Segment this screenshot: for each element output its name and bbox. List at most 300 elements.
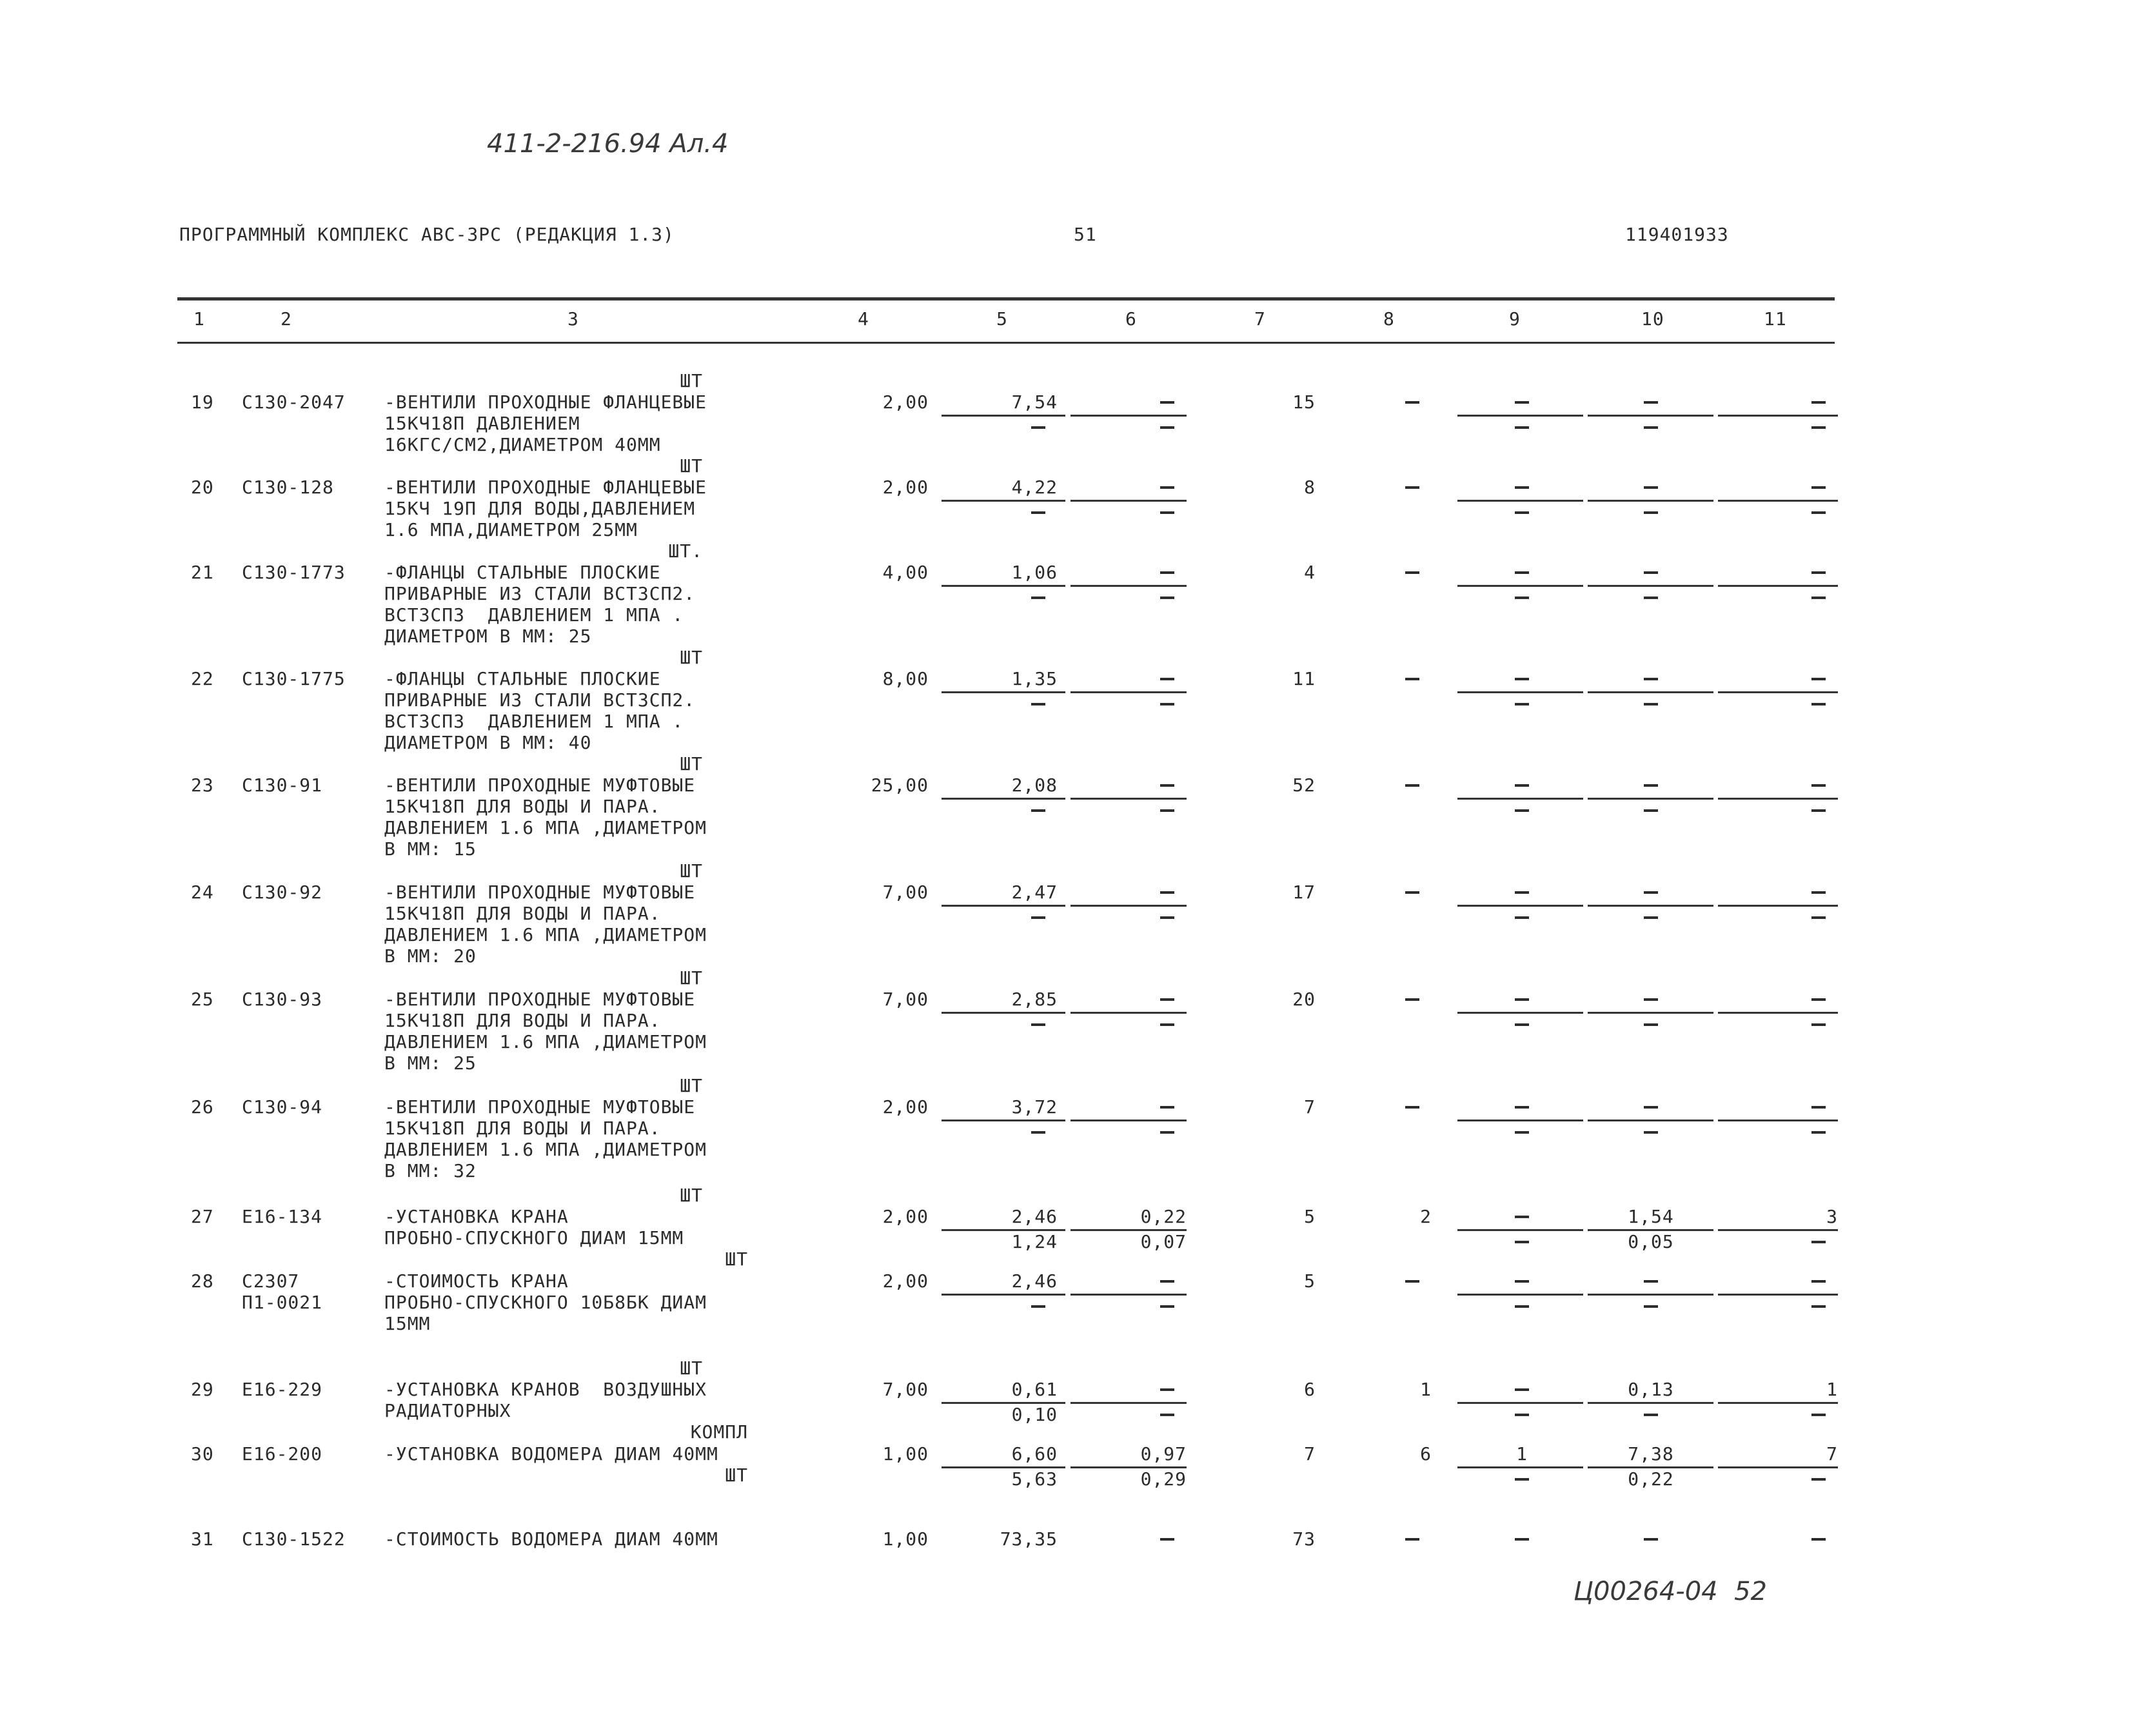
unit-below: КОМПЛ: [690, 1421, 748, 1443]
cell-c9b-dash: [1515, 1023, 1529, 1026]
underline-col10: [1588, 1402, 1713, 1404]
cell-c10-dash: [1644, 401, 1658, 404]
cell-c5: 3,72: [1011, 1096, 1058, 1118]
cell-c5: 7,54: [1011, 391, 1058, 413]
column-header-10: 10: [1641, 308, 1664, 330]
underline-col11: [1718, 1466, 1838, 1468]
cell-c5b-dash: [1031, 511, 1045, 514]
column-header-5: 5: [996, 308, 1008, 330]
cell-c10b-dash: [1644, 916, 1658, 919]
cell-c9b-dash: [1515, 511, 1529, 514]
unit-above: ШТ.: [668, 540, 703, 562]
cell-c5b-dash: [1031, 597, 1045, 599]
underline-col6: [1070, 1012, 1187, 1014]
cell-qty: 1,00: [882, 1443, 929, 1465]
cell-c9-dash: [1515, 1280, 1529, 1283]
underline-col10: [1588, 691, 1713, 693]
row-description-line: ДАВЛЕНИЕМ 1.6 МПА ,ДИАМЕТРОМ: [384, 1031, 707, 1052]
row-number: 23: [191, 774, 214, 796]
cell-c11-dash: [1811, 1538, 1826, 1541]
cell-c5b-dash: [1031, 916, 1045, 919]
cell-c5b-dash: [1031, 1023, 1045, 1026]
row-description-line: ВСТЗСП3 ДАВЛЕНИЕМ 1 МПА .: [384, 711, 684, 732]
cell-c8-dash: [1405, 571, 1419, 574]
cell-c11b-dash: [1811, 1414, 1826, 1416]
cell-c7: 20: [1292, 989, 1316, 1010]
cell-c10b-dash: [1644, 511, 1658, 514]
cell-c11-dash: [1811, 998, 1826, 1001]
cell-c7: 7: [1304, 1443, 1316, 1465]
underline-col11: [1718, 798, 1838, 800]
cell-c6b-dash: [1160, 1305, 1174, 1308]
cell-c9b-dash: [1515, 1414, 1529, 1416]
cell-c8: 1: [1420, 1379, 1432, 1400]
cell-c10b-dash: [1644, 809, 1658, 812]
cell-c11b-dash: [1811, 809, 1826, 812]
cell-qty: 7,00: [882, 1379, 929, 1400]
underline-col11: [1718, 585, 1838, 587]
row-description-line: 15КЧ18П ДАВЛЕНИЕМ: [384, 413, 580, 434]
cell-qty: 1,00: [882, 1528, 929, 1550]
underline-col6: [1070, 798, 1187, 800]
cell-c8-dash: [1405, 1538, 1419, 1541]
cell-c11-dash: [1811, 1106, 1826, 1109]
cell-c9b-dash: [1515, 1241, 1529, 1243]
cell-c8-dash: [1405, 678, 1419, 680]
cell-c9b-dash: [1515, 597, 1529, 599]
cell-c5b: 5,63: [1011, 1468, 1058, 1490]
underline-col5: [942, 585, 1065, 587]
cell-c10-dash: [1644, 571, 1658, 574]
cell-c6b: 0,07: [1140, 1231, 1187, 1252]
cell-c11b-dash: [1811, 511, 1826, 514]
cell-c10b-dash: [1644, 597, 1658, 599]
row-code: С130-92: [242, 882, 323, 903]
cell-c5b-dash: [1031, 1305, 1045, 1308]
underline-col9: [1457, 1294, 1583, 1296]
cell-c6-dash: [1160, 998, 1174, 1001]
handwritten-doc-number: 411-2-216.94 Ал.4: [487, 129, 729, 159]
cell-c9b-dash: [1515, 1305, 1529, 1308]
cell-c6b-dash: [1160, 703, 1174, 705]
cell-c11-dash: [1811, 401, 1826, 404]
cell-c11b-dash: [1811, 1023, 1826, 1026]
cell-c11b-dash: [1811, 1131, 1826, 1134]
cell-c10b: 0,05: [1628, 1231, 1674, 1252]
row-description-line: -ФЛАНЦЫ СТАЛЬНЫЕ ПЛОСКИЕ: [384, 562, 661, 583]
row-number: 24: [191, 882, 214, 903]
cell-c6-dash: [1160, 1388, 1174, 1391]
row-description-line: 15КЧ 19П ДЛЯ ВОДЫ,ДАВЛЕНИЕМ: [384, 498, 696, 519]
underline-col6: [1070, 1402, 1187, 1404]
cell-c5: 2,46: [1011, 1270, 1058, 1292]
row-number: 25: [191, 989, 214, 1010]
cell-c11b-dash: [1811, 1478, 1826, 1481]
underline-col11: [1718, 1402, 1838, 1404]
cell-c7: 17: [1292, 882, 1316, 903]
cell-c7: 5: [1304, 1270, 1316, 1292]
underline-col5: [942, 500, 1065, 502]
row-description-line: В ММ: 25: [384, 1052, 477, 1074]
unit-above: ШТ: [680, 967, 703, 989]
cell-c5: 1,06: [1011, 562, 1058, 583]
column-header-11: 11: [1764, 308, 1787, 330]
cell-c5b: 1,24: [1011, 1231, 1058, 1252]
cell-c6b-dash: [1160, 1131, 1174, 1134]
underline-col10: [1588, 500, 1713, 502]
underline-col9: [1457, 1120, 1583, 1121]
column-header-8: 8: [1383, 308, 1395, 330]
page-number: 51: [1074, 224, 1097, 245]
cell-c10-dash: [1644, 891, 1658, 894]
cell-c5: 73,35: [1000, 1528, 1058, 1550]
cell-c5: 0,61: [1011, 1379, 1058, 1400]
cell-c5: 1,35: [1011, 668, 1058, 689]
cell-c11b-dash: [1811, 703, 1826, 705]
underline-col9: [1457, 905, 1583, 907]
underline-col6: [1070, 1120, 1187, 1121]
row-description-line: -ВЕНТИЛИ ПРОХОДНЫЕ МУФТОВЫЕ: [384, 774, 696, 796]
underline-col5: [942, 798, 1065, 800]
cell-c8-dash: [1405, 1106, 1419, 1109]
row-description-line: 15КЧ18П ДЛЯ ВОДЫ И ПАРА.: [384, 1118, 661, 1139]
row-description-line: -СТОИМОСТЬ КРАНА: [384, 1270, 569, 1292]
unit-below: ШТ: [725, 1465, 748, 1486]
cell-c10b-dash: [1644, 1131, 1658, 1134]
cell-c5: 2,85: [1011, 989, 1058, 1010]
cell-c9-dash: [1515, 1216, 1529, 1218]
row-description-line: ПРОБНО-СПУСКНОГО ДИАМ 15ММ: [384, 1227, 684, 1248]
underline-col11: [1718, 1120, 1838, 1121]
underline-col9: [1457, 1012, 1583, 1014]
cell-c6b-dash: [1160, 1414, 1174, 1416]
underline-col6: [1070, 905, 1187, 907]
cell-c9: 1: [1516, 1443, 1528, 1465]
cell-c7: 52: [1292, 774, 1316, 796]
cell-c6-dash: [1160, 486, 1174, 489]
cell-c10b-dash: [1644, 703, 1658, 705]
underline-col11: [1718, 691, 1838, 693]
cell-c9-dash: [1515, 678, 1529, 680]
cell-c11-dash: [1811, 571, 1826, 574]
cell-c5b: 0,10: [1011, 1404, 1058, 1425]
unit-above: ШТ: [680, 647, 703, 668]
cell-c6b-dash: [1160, 1023, 1174, 1026]
cell-c10-dash: [1644, 784, 1658, 787]
row-code: С130-1773: [242, 562, 346, 583]
cell-c7: 5: [1304, 1206, 1316, 1227]
row-description-line: ДАВЛЕНИЕМ 1.6 МПА ,ДИАМЕТРОМ: [384, 1139, 707, 1160]
row-code: Е16-229: [242, 1379, 323, 1400]
row-description-line: В ММ: 15: [384, 838, 477, 860]
row-code: С130-93: [242, 989, 323, 1010]
column-header-9: 9: [1509, 308, 1521, 330]
cell-c10b-dash: [1644, 426, 1658, 429]
cell-c10-dash: [1644, 1538, 1658, 1541]
row-code: Е16-200: [242, 1443, 323, 1465]
cell-c9-dash: [1515, 1106, 1529, 1109]
row-description-line: ДИАМЕТРОМ В ММ: 40: [384, 732, 592, 753]
row-number: 27: [191, 1206, 214, 1227]
unit-above: ШТ: [680, 455, 703, 477]
cell-c9-dash: [1515, 1538, 1529, 1541]
cell-c10: 1,54: [1628, 1206, 1674, 1227]
underline-col11: [1718, 500, 1838, 502]
column-header-6: 6: [1125, 308, 1137, 330]
cell-c5: 2,47: [1011, 882, 1058, 903]
unit-above: ШТ: [680, 1185, 703, 1206]
cell-c10b-dash: [1644, 1023, 1658, 1026]
row-description-line: -ФЛАНЦЫ СТАЛЬНЫЕ ПЛОСКИЕ: [384, 668, 661, 689]
handwritten-sheet-code: Ц00264-04 52: [1574, 1577, 1767, 1606]
cell-c11-dash: [1811, 784, 1826, 787]
cell-c10-dash: [1644, 998, 1658, 1001]
underline-col11: [1718, 415, 1838, 417]
cell-c11b-dash: [1811, 426, 1826, 429]
cell-c11b-dash: [1811, 1305, 1826, 1308]
underline-col11: [1718, 905, 1838, 907]
row-description-line: ВСТЗСП3 ДАВЛЕНИЕМ 1 МПА .: [384, 604, 684, 626]
column-header-2: 2: [281, 308, 292, 330]
underline-col9: [1457, 1466, 1583, 1468]
cell-c9b-dash: [1515, 916, 1529, 919]
cell-qty: 2,00: [882, 477, 929, 498]
underline-col5: [942, 1012, 1065, 1014]
cell-c11b-dash: [1811, 916, 1826, 919]
underline-col9: [1457, 691, 1583, 693]
underline-col10: [1588, 905, 1713, 907]
cell-c9b-dash: [1515, 1478, 1529, 1481]
cell-c6-dash: [1160, 1280, 1174, 1283]
cell-c5: 2,46: [1011, 1206, 1058, 1227]
cell-c9-dash: [1515, 571, 1529, 574]
row-description-line: -УСТАНОВКА КРАНА: [384, 1206, 569, 1227]
cell-c8-dash: [1405, 486, 1419, 489]
cell-c5b-dash: [1031, 809, 1045, 812]
row-description-line: 15ММ: [384, 1313, 431, 1334]
cell-c6-dash: [1160, 1106, 1174, 1109]
cell-c10b-dash: [1644, 1414, 1658, 1416]
underline-col6: [1070, 585, 1187, 587]
unit-above: ШТ: [680, 860, 703, 882]
cell-c10: 0,13: [1628, 1379, 1674, 1400]
unit-above: ШТ: [680, 370, 703, 391]
underline-col5: [942, 415, 1065, 417]
cell-c6-dash: [1160, 1538, 1174, 1541]
row-code: С130-128: [242, 477, 334, 498]
underline-col5: [942, 691, 1065, 693]
cell-c11b-dash: [1811, 1241, 1826, 1243]
cell-c11-dash: [1811, 486, 1826, 489]
cell-c6: 0,97: [1140, 1443, 1187, 1465]
underline-col9: [1457, 1402, 1583, 1404]
column-header-7: 7: [1254, 308, 1266, 330]
row-code: С130-91: [242, 774, 323, 796]
cell-c6b: 0,29: [1140, 1468, 1187, 1490]
cell-qty: 4,00: [882, 562, 929, 583]
row-code: С130-1775: [242, 668, 346, 689]
row-description-line: 16КГС/СМ2,ДИАМЕТРОМ 40ММ: [384, 434, 661, 455]
cell-c6-dash: [1160, 401, 1174, 404]
cell-c5b-dash: [1031, 426, 1045, 429]
underline-col11: [1718, 1294, 1838, 1296]
cell-c8-dash: [1405, 784, 1419, 787]
row-number: 22: [191, 668, 214, 689]
cell-c8-dash: [1405, 1280, 1419, 1283]
row-description-line: -УСТАНОВКА КРАНОВ ВОЗДУШНЫХ: [384, 1379, 707, 1400]
cell-c9b-dash: [1515, 809, 1529, 812]
row-code: С130-1522: [242, 1528, 346, 1550]
unit-above: ШТ: [680, 753, 703, 774]
cell-c6-dash: [1160, 678, 1174, 680]
row-description-line: ПРИВАРНЫЕ ИЗ СТАЛИ ВСТЗСП2.: [384, 583, 696, 604]
underline-col10: [1588, 1012, 1713, 1014]
row-description-line: РАДИАТОРНЫХ: [384, 1400, 511, 1421]
cell-c5: 2,08: [1011, 774, 1058, 796]
cell-c7: 6: [1304, 1379, 1316, 1400]
underline-col11: [1718, 1012, 1838, 1014]
cell-qty: 2,00: [882, 1096, 929, 1118]
cell-c6b-dash: [1160, 511, 1174, 514]
cell-c5: 4,22: [1011, 477, 1058, 498]
cell-c6b-dash: [1160, 916, 1174, 919]
row-description-line: 15КЧ18П ДЛЯ ВОДЫ И ПАРА.: [384, 903, 661, 924]
row-description-line: ПРОБНО-СПУСКНОГО 10Б8БК ДИАМ: [384, 1292, 707, 1313]
row-description-line: 15КЧ18П ДЛЯ ВОДЫ И ПАРА.: [384, 796, 661, 817]
cell-qty: 2,00: [882, 1206, 929, 1227]
row-description-line: ПРИВАРНЫЕ ИЗ СТАЛИ ВСТЗСП2.: [384, 689, 696, 711]
program-title: ПРОГРАММНЫЙ КОМПЛЕКС АВС-3РС (РЕДАКЦИЯ 1.3): [179, 224, 675, 245]
cell-c9-dash: [1515, 486, 1529, 489]
cell-qty: 2,00: [882, 391, 929, 413]
underline-col6: [1070, 691, 1187, 693]
row-number: 21: [191, 562, 214, 583]
underline-col9: [1457, 1229, 1583, 1231]
cell-c11-dash: [1811, 891, 1826, 894]
underline-col6: [1070, 1294, 1187, 1296]
underline-col5: [942, 1120, 1065, 1121]
cell-c10b-dash: [1644, 1305, 1658, 1308]
cell-c10-dash: [1644, 486, 1658, 489]
underline-col10: [1588, 1294, 1713, 1296]
cell-c8-dash: [1405, 891, 1419, 894]
cell-c8-dash: [1405, 998, 1419, 1001]
cell-c10b: 0,22: [1628, 1468, 1674, 1490]
row-description-line: -ВЕНТИЛИ ПРОХОДНЫЕ ФЛАНЦЕВЫЕ: [384, 477, 707, 498]
cell-qty: 2,00: [882, 1270, 929, 1292]
cell-c8: 6: [1420, 1443, 1432, 1465]
row-description-line: 15КЧ18П ДЛЯ ВОДЫ И ПАРА.: [384, 1010, 661, 1031]
header-bottom-rule: [177, 342, 1835, 344]
row-number: 20: [191, 477, 214, 498]
unit-above: ШТ: [680, 1357, 703, 1379]
column-header-1: 1: [193, 308, 205, 330]
row-description-line: В ММ: 20: [384, 945, 477, 967]
underline-col6: [1070, 500, 1187, 502]
cell-c10-dash: [1644, 1280, 1658, 1283]
row-number: 19: [191, 391, 214, 413]
cell-c6b-dash: [1160, 426, 1174, 429]
underline-col11: [1718, 1229, 1838, 1231]
cell-c11: 3: [1826, 1206, 1838, 1227]
row-number: 30: [191, 1443, 214, 1465]
row-description-line: -ВЕНТИЛИ ПРОХОДНЫЕ ФЛАНЦЕВЫЕ: [384, 391, 707, 413]
row-number: 26: [191, 1096, 214, 1118]
unit-below: ШТ: [725, 1248, 748, 1270]
cell-c10: 7,38: [1628, 1443, 1674, 1465]
underline-col9: [1457, 415, 1583, 417]
cell-c7: 8: [1304, 477, 1316, 498]
row-description-line: -ВЕНТИЛИ ПРОХОДНЫЕ МУФТОВЫЕ: [384, 882, 696, 903]
cell-c7: 73: [1292, 1528, 1316, 1550]
document-code: 119401933: [1625, 224, 1729, 245]
cell-qty: 7,00: [882, 989, 929, 1010]
underline-col6: [1070, 415, 1187, 417]
cell-c7: 7: [1304, 1096, 1316, 1118]
cell-c9b-dash: [1515, 703, 1529, 705]
cell-c9-dash: [1515, 401, 1529, 404]
cell-c11-dash: [1811, 678, 1826, 680]
cell-c5b-dash: [1031, 703, 1045, 705]
cell-c11b-dash: [1811, 597, 1826, 599]
row-description-line: ДАВЛЕНИЕМ 1.6 МПА ,ДИАМЕТРОМ: [384, 817, 707, 838]
row-number: 28: [191, 1270, 214, 1292]
table-top-rule: [177, 297, 1835, 301]
cell-c9b-dash: [1515, 426, 1529, 429]
cell-c10-dash: [1644, 1106, 1658, 1109]
cell-c5: 6,60: [1011, 1443, 1058, 1465]
cell-c9-dash: [1515, 998, 1529, 1001]
underline-col9: [1457, 798, 1583, 800]
underline-col10: [1588, 585, 1713, 587]
row-description-line: -СТОИМОСТЬ ВОДОМЕРА ДИАМ 40ММ: [384, 1528, 718, 1550]
cell-c9-dash: [1515, 784, 1529, 787]
row-description-line: В ММ: 32: [384, 1160, 477, 1181]
cell-c8: 2: [1420, 1206, 1432, 1227]
row-description-line: ДАВЛЕНИЕМ 1.6 МПА ,ДИАМЕТРОМ: [384, 924, 707, 945]
underline-col10: [1588, 798, 1713, 800]
row-description-line: -ВЕНТИЛИ ПРОХОДНЫЕ МУФТОВЫЕ: [384, 1096, 696, 1118]
underline-col5: [942, 1294, 1065, 1296]
row-code: С2307: [242, 1270, 300, 1292]
cell-c8-dash: [1405, 401, 1419, 404]
cell-c11: 7: [1826, 1443, 1838, 1465]
cell-qty: 7,00: [882, 882, 929, 903]
unit-above: ШТ: [680, 1075, 703, 1096]
row-code: Е16-134: [242, 1206, 323, 1227]
row-description-line: ДИАМЕТРОМ В ММ: 25: [384, 626, 592, 647]
row-number: 31: [191, 1528, 214, 1550]
cell-qty: 25,00: [871, 774, 929, 796]
cell-c6-dash: [1160, 891, 1174, 894]
column-header-4: 4: [858, 308, 869, 330]
row-number: 29: [191, 1379, 214, 1400]
underline-col9: [1457, 585, 1583, 587]
cell-c6b-dash: [1160, 809, 1174, 812]
row-description-line: 1.6 МПА,ДИАМЕТРОМ 25ММ: [384, 519, 638, 540]
cell-c7: 4: [1304, 562, 1316, 583]
underline-col5: [942, 905, 1065, 907]
cell-c6-dash: [1160, 571, 1174, 574]
cell-c6-dash: [1160, 784, 1174, 787]
row-description-line: -УСТАНОВКА ВОДОМЕРА ДИАМ 40ММ: [384, 1443, 718, 1465]
row-code: П1-0021: [242, 1292, 323, 1313]
cell-c9-dash: [1515, 891, 1529, 894]
cell-c5b-dash: [1031, 1131, 1045, 1134]
cell-c10-dash: [1644, 678, 1658, 680]
cell-c11: 1: [1826, 1379, 1838, 1400]
cell-c11-dash: [1811, 1280, 1826, 1283]
